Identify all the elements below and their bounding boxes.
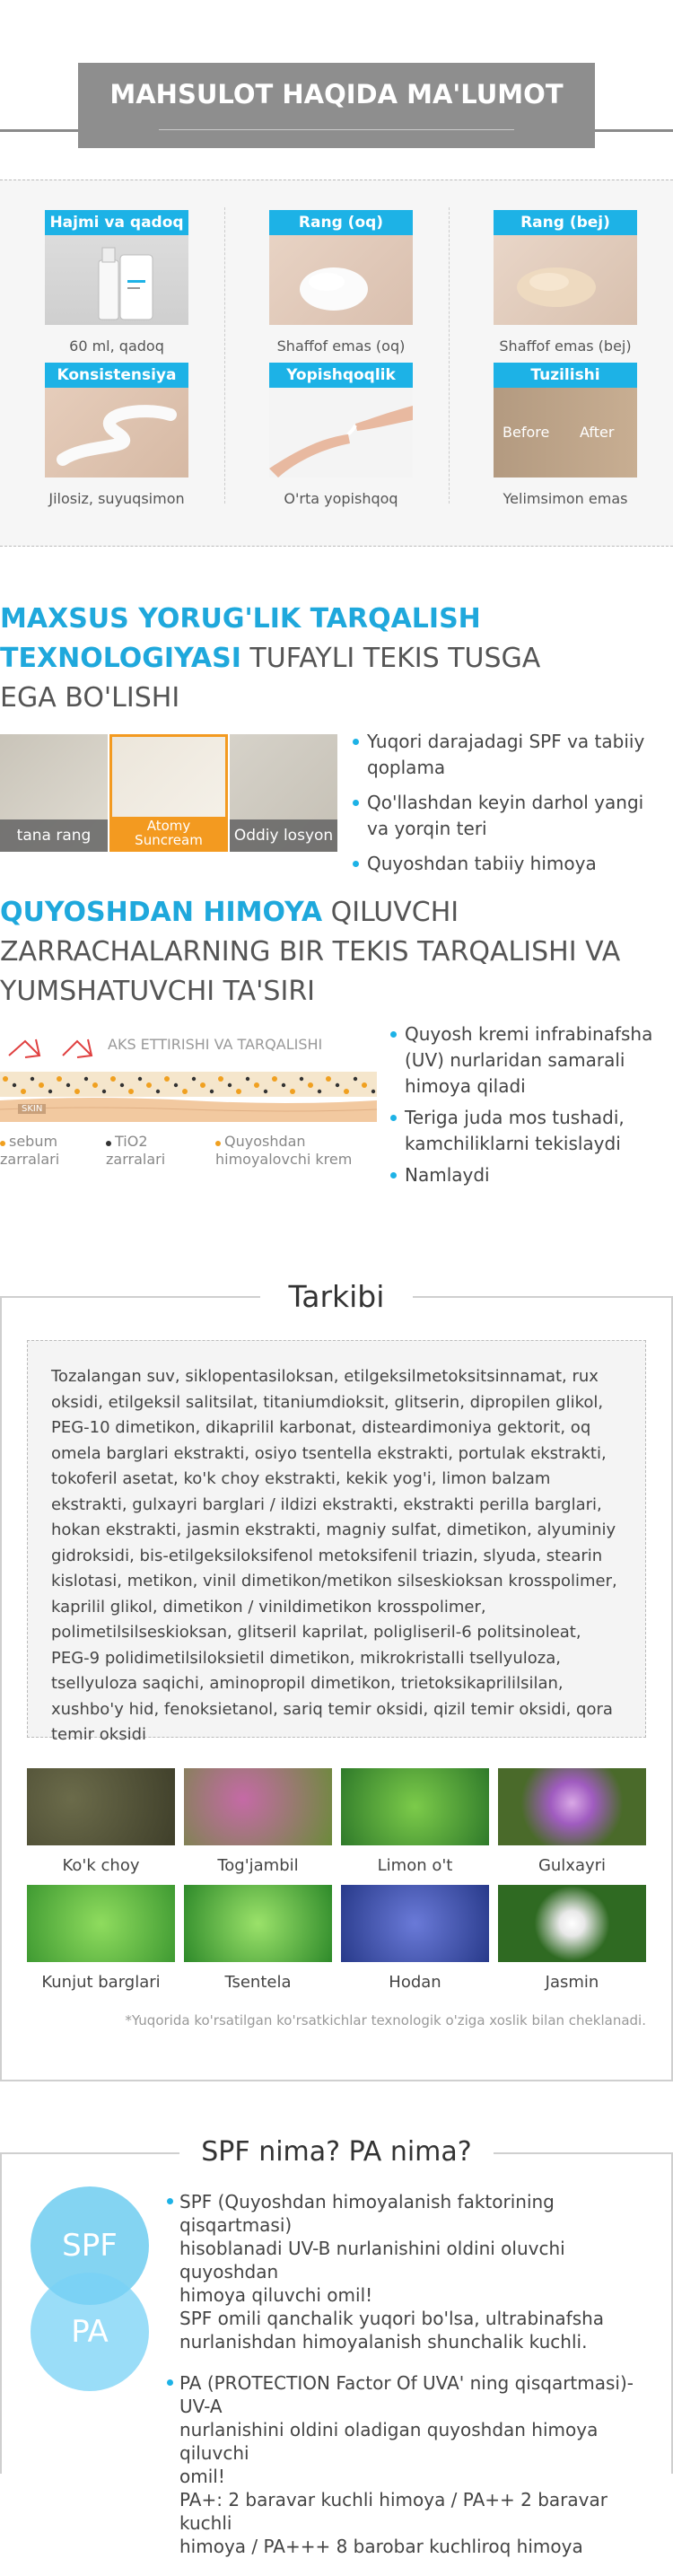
spf-circle: SPF (31, 2186, 149, 2305)
light-benefits-list (353, 729, 658, 886)
plant-thyme (184, 1768, 332, 1875)
plant-borage (341, 1885, 489, 1992)
perilla-image (27, 1885, 175, 1962)
panel-label: Oddiy losyon (230, 819, 337, 852)
protect-benefits-list (390, 1021, 669, 1197)
cream-swirl-image (45, 388, 188, 478)
info-caption: O'rta yopishqoq (284, 490, 398, 507)
plant-name: Jasmin (545, 1973, 599, 1992)
fingers-image (269, 388, 413, 478)
centella-image (184, 1885, 332, 1962)
green-tea-image (27, 1768, 175, 1845)
cream-beige-image (494, 235, 637, 325)
info-caption: Jilosiz, suyuqsimon (48, 490, 185, 507)
info-cell-structure (494, 363, 637, 507)
section-header (0, 63, 673, 148)
text-line: omil! (179, 2466, 225, 2487)
text-line: SPF omili qanchalik yuqori bo'lsa, ultrabinafsha (179, 2308, 605, 2329)
info-tag: Rang (bej) (494, 210, 637, 235)
legend-text: sebum zarralari (0, 1133, 60, 1168)
title-bold: QUYOSHDAN HIMOYA (0, 897, 323, 928)
info-caption: Yelimsimon emas (503, 490, 628, 507)
info-cell-color-white (269, 210, 413, 355)
spf-pa-list (167, 2190, 660, 2576)
info-tag: Konsistensiya (45, 363, 188, 388)
grid-divider (449, 207, 450, 504)
text-line: PA+: 2 baravar kuchli himoya / PA++ 2 baravar kuchli (179, 2489, 607, 2534)
plant-perilla (27, 1885, 175, 1992)
legend-cream (215, 1133, 377, 1169)
plant-name: Ko'k choy (62, 1856, 140, 1875)
spf-pa-title: SPF nima? PA nima? (179, 2131, 494, 2174)
text-line: SPF (Quyoshdan himoyalanish faktorining qisqartmasi) (179, 2191, 555, 2236)
skin-label: SKIN (18, 1104, 46, 1114)
plant-name: Limon o't (377, 1856, 453, 1875)
plant-name: Tsentela (224, 1973, 292, 1992)
list-item: Yuqori darajadagi SPF va tabiiy qoplama (353, 729, 658, 781)
grid-divider (224, 207, 225, 504)
list-item: Qo'llashdan keyin darhol yangi va yorqin teri (353, 790, 658, 842)
plant-name: Kunjut barglari (41, 1973, 161, 1992)
header-box (78, 63, 595, 148)
info-cell-color-beige (494, 210, 637, 355)
info-tag: Yopishqoqlik (269, 363, 413, 388)
section-protect-title (0, 893, 620, 1012)
particle-diagram (0, 1029, 381, 1181)
title-rest: TUFAYLI TEKIS TUSGA (240, 643, 541, 674)
ingredients-title: Tarkibi (260, 1275, 413, 1319)
legend-dot (215, 1141, 221, 1146)
info-tag: Hajmi va qadoq (45, 210, 188, 235)
list-item: Quyoshdan tabiiy himoya (353, 851, 658, 877)
panel-label: tana rang (0, 819, 108, 852)
info-tag: Tuzilishi (494, 363, 637, 388)
info-cell-volume (45, 210, 188, 355)
plant-centella (184, 1885, 332, 1992)
text-line: himoya qiluvchi omil! (179, 2284, 373, 2306)
section-light-title (0, 600, 540, 718)
bottle-image (45, 235, 188, 325)
footnote: *Yuqorida ko'rsatilgan ko'rsatkichlar texnologik o'ziga xoslik bilan cheklanadi. (125, 2012, 646, 2028)
legend-text: TiO2 zarralari (106, 1133, 166, 1168)
thyme-image (184, 1768, 332, 1845)
title-bold: TEXNOLOGIYASI (0, 643, 241, 674)
info-tag: Rang (oq) (269, 210, 413, 235)
title-line: YUMSHATUVCHI TA'SIRI (0, 976, 316, 1007)
jasmine-image (498, 1885, 646, 1962)
title-line: ZARRACHALARNING BIR TEKIS TARQALISHI VA (0, 936, 621, 968)
legend-dot (0, 1141, 5, 1146)
plant-name: Gulxayri (538, 1856, 607, 1875)
pa-item (167, 2371, 660, 2558)
text-line: PA (PROTECTION Factor Of UVA' ning qisqartmasi)-UV-A (179, 2372, 634, 2417)
legend-tio2 (106, 1133, 187, 1169)
before-after-image (494, 388, 637, 478)
legend-sebum (0, 1133, 90, 1169)
pa-circle: PA (31, 2273, 149, 2391)
list-item: Namlaydi (390, 1162, 669, 1188)
text-line: himoya / PA+++ 8 barobar kuchliroq himoya (179, 2536, 583, 2557)
list-item: Quyosh kremi infrabinafsha (UV) nurlaridan samarali himoya qiladi (390, 1021, 669, 1100)
text-line: hisoblanadi UV-B nurlanishini oldini oluvchi quyoshdan (179, 2238, 565, 2282)
plant-jasmine (498, 1885, 646, 1992)
plant-name: Tog'jambil (217, 1856, 299, 1875)
plant-name: Hodan (389, 1973, 441, 1992)
title-line: EGA BO'LISHI (0, 682, 180, 714)
diagram-label: AKS ETTIRISHI VA TARQALISHI (108, 1036, 323, 1053)
after-label: After (580, 424, 615, 441)
borage-image (341, 1885, 489, 1962)
ingredients-text: Tozalangan suv, siklopentasiloksan, etilgeksilmetoksitsinnamat, rux oksidi, etilgeksil salitsilat, titaniumdioksit, glitserin, dipropilen glikol, PEG-10 dimetikon, dikaprilil karbonat, disteardimoniya gektorit, oq omela barglari ekstrakti, osiyo tsentella ekstrakti, portulak ekstrakti, tokoferil asetat, ko'k choy ekstrakti, kekik yog'i, limon balzam ekstrakti, gulxayri barglari / ildizi ekstrakti, ekstrakti perilla barglari, hokan ekstrakti, jasmin ekstrakti, magniy sulfat, dimetikon, alyuminiy gidroksidi, bis-etilgeksiloksifenol metoksifenil triazin, slyuda, stearin kislotasi, metikon, vinil dimetikon/metikon silseskioksan krosspolimer, kaprilil glikol, dimetikon / vinildimetikon krosspolimer, polimetilsilseskioksan, glitseril kaprilat, poligliseril-6 politsinoleat, PEG-9 polidimetilsiloksietil dimetikon, mikrokristalli tsellyuloza, tsellyuloza saqichi, aminopropil dimetikon, trietoksikaprililsilan, xushbo'y hid, fenoksietanol, sariq temir oksidi, qizil temir oksidi, qora temir oksidi (27, 1340, 646, 1738)
panel-atomy (109, 734, 228, 852)
panel-lotion (230, 734, 337, 852)
spf-item (167, 2190, 660, 2353)
text-line: nurlanishini oldini oladigan quyoshdan himoya qiluvchi (179, 2419, 599, 2464)
text-line: nurlanishdan himoyalanish shunchalik kuchli. (179, 2331, 588, 2353)
before-label: Before (503, 424, 550, 441)
info-caption: 60 ml, qadoq (69, 337, 164, 355)
panel-skin (0, 734, 108, 852)
list-item: Teriga juda mos tushadi, kamchiliklarni tekislaydi (390, 1105, 669, 1157)
panel-label: Atomy Suncream (112, 817, 225, 849)
lemon-balm-image (341, 1768, 489, 1845)
info-caption: Shaffof emas (oq) (276, 337, 406, 355)
info-caption: Shaffof emas (bej) (499, 337, 632, 355)
mallow-image (498, 1768, 646, 1845)
info-cell-consistency (45, 363, 188, 507)
plant-lemon-balm (341, 1768, 489, 1875)
skin-comparison (0, 734, 337, 852)
legend-text: Quyoshdan himoyalovchi krem (215, 1133, 353, 1168)
page-title: MAHSULOT HAQIDA MA'LUMOT (109, 79, 564, 110)
legend-dot (106, 1141, 111, 1146)
title-bold: MAXSUS YORUG'LIK TARQALISH (0, 603, 481, 635)
plant-mallow (498, 1768, 646, 1875)
title-underline (159, 129, 514, 130)
product-info-grid (0, 180, 673, 547)
title-rest: QILUVCHI (322, 897, 459, 928)
info-cell-stickiness (269, 363, 413, 507)
plant-green-tea (27, 1768, 175, 1875)
cream-white-image (269, 235, 413, 325)
